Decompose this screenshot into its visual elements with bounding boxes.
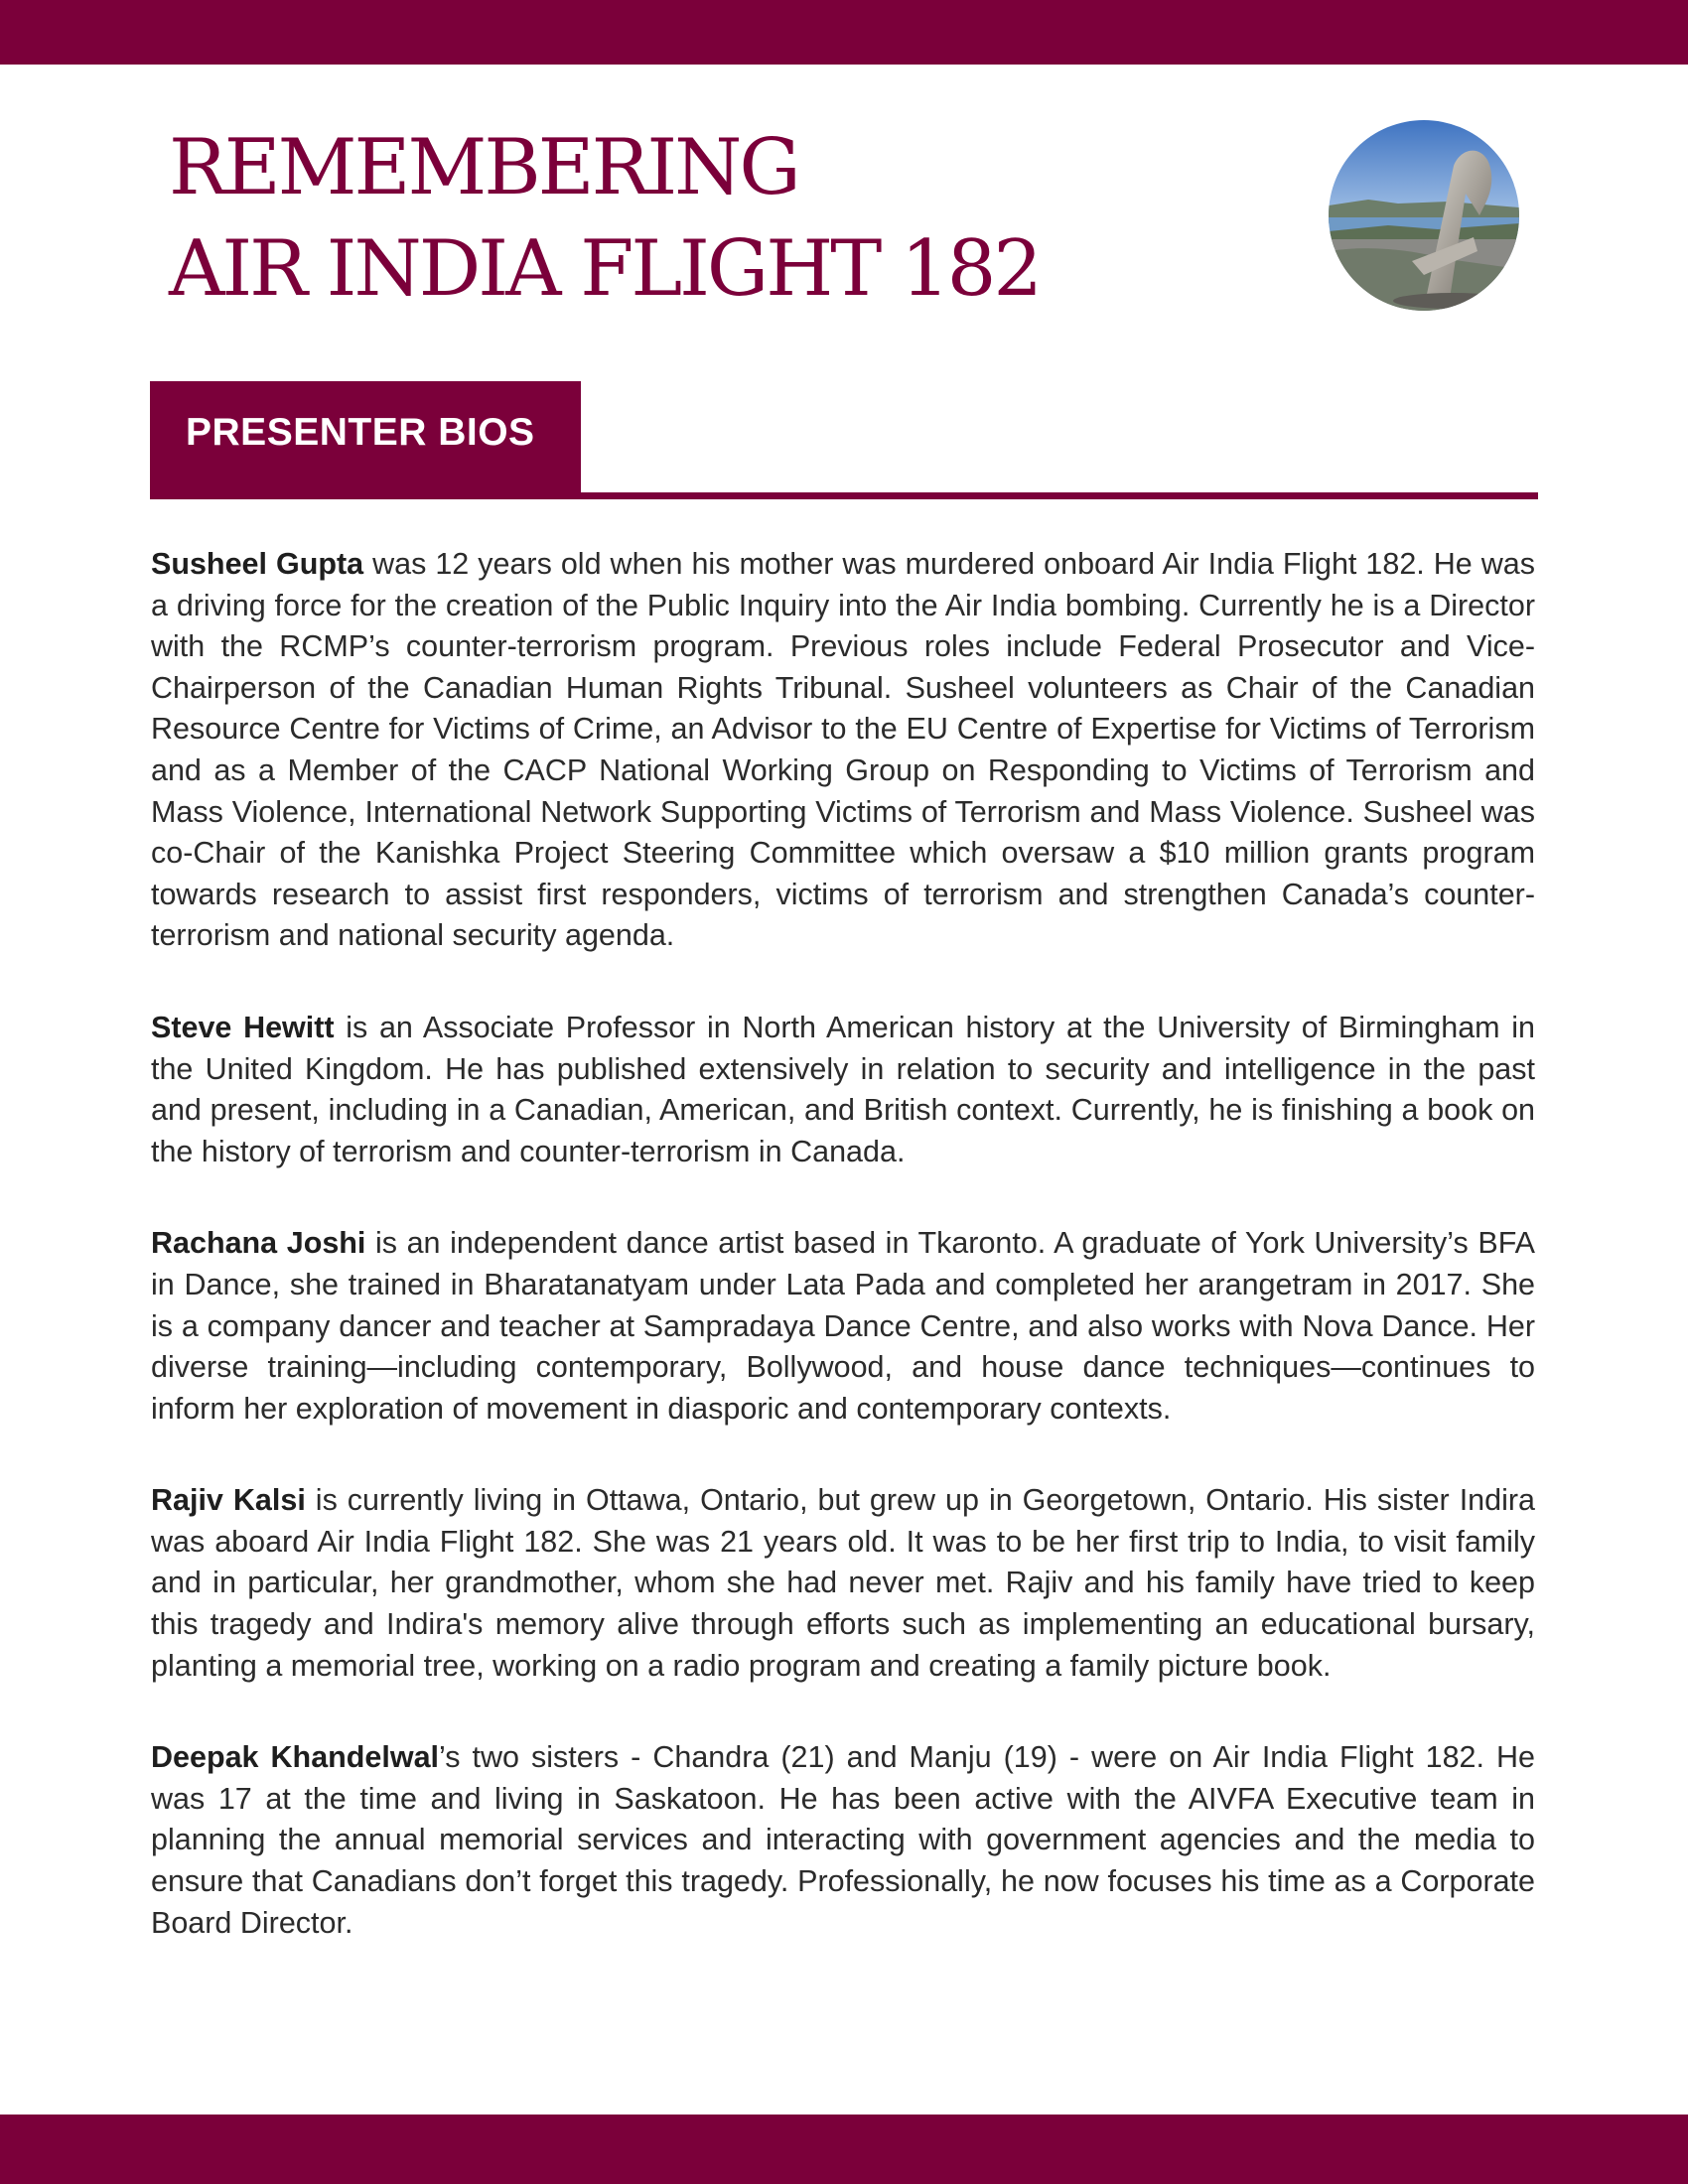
bio-paragraph xyxy=(151,1008,1535,1172)
bio-paragraph xyxy=(151,544,1535,957)
bio-paragraph xyxy=(151,1737,1535,1944)
bio-paragraph xyxy=(151,1223,1535,1430)
page-title xyxy=(169,117,1040,320)
presenter-name: Deepak Khandelwal xyxy=(151,1740,440,1775)
presenter-name: Susheel Gupta xyxy=(151,547,364,581)
section-divider xyxy=(150,492,1538,499)
bio-paragraph xyxy=(151,1480,1535,1687)
bio-text: was 12 years old when his mother was murdered onboard Air India Flight 182. He was a driving force for the creation of the Public Inquiry into the Air India bombing. Currently he is a Director with the RCMP’s counter-terrorism program. Previous roles include Federal Prosecutor and Vice-Chairperson of the Canadian Human Rights Tribunal. Susheel volunteers as Chair of the Canadian Resource Centre for Victims of Crime, an Advisor to the EU Centre of Expertise for Victims of Terrorism and as a Member of the CACP National Working Group on Responding to Victims of Terrorism and Mass Violence, International Network Supporting Victims of Terrorism and Mass Violence. Susheel was co-Chair of the Kanishka Project Steering Committee which oversaw a $10 million grants program towards research to assist first responders, victims of terrorism and strengthen Canada’s counter-terrorism and national security agenda. xyxy=(151,547,1535,953)
presenter-name: Steve Hewitt xyxy=(151,1010,335,1044)
memorial-sculpture-photo xyxy=(1329,120,1519,311)
bio-text: is an independent dance artist based in Tkaronto. A graduate of York University’s BFA in Dance, she trained in Bharatanatyam under Lata Pada and completed her arangetram in 2017. She is a company dancer and teacher at Sampradaya Dance Centre, and also works with Nova Dance. Her diverse training—including contemporary, Bollywood, and house dance techniques—continues to inform her exploration of movement in diasporic and contemporary contexts. xyxy=(151,1226,1535,1426)
bio-text: is currently living in Ottawa, Ontario, but grew up in Georgetown, Ontario. His sister Indira was aboard Air India Flight 182. She was 21 years old. It was to be her first trip to India, to visit family and in particular, her grandmother, whom she had never met. Rajiv and his family have tried to keep this tragedy and Indira's memory alive through efforts such as implementing an educational bursary, planting a memorial tree, working on a radio program and creating a family picture book. xyxy=(151,1483,1535,1683)
section-tab xyxy=(150,381,581,493)
presenter-name: Rachana Joshi xyxy=(151,1226,366,1261)
top-banner-bar xyxy=(0,0,1688,65)
bottom-banner-bar xyxy=(0,2115,1688,2184)
bios-list xyxy=(151,544,1535,1994)
presenter-name: Rajiv Kalsi xyxy=(151,1483,306,1518)
section-title: PRESENTER BIOS xyxy=(186,411,535,454)
bio-text: ’s two sisters - Chandra (21) and Manju (19) - were on Air India Flight 182. He was 17 at the time and living in Saskatoon. He has been active with the AIVFA Executive team in planning the annual memorial services and interacting with government agencies and the media to ensure that Canadians don’t forget this tragedy. Professionally, he now focuses his time as a Corporate Board Director. xyxy=(151,1740,1535,1940)
bio-text: is an Associate Professor in North American history at the University of Birmingham in the United Kingdom. He has published extensively in relation to security and intelligence in the past and present, including in a Canadian, American, and British context. Currently, he is finishing a book on the history of terrorism and counter-terrorism in Canada. xyxy=(151,1010,1535,1168)
title-line-2: AIR INDIA FLIGHT 182 xyxy=(169,224,1040,314)
title-line-1: REMEMBERING xyxy=(169,123,798,212)
